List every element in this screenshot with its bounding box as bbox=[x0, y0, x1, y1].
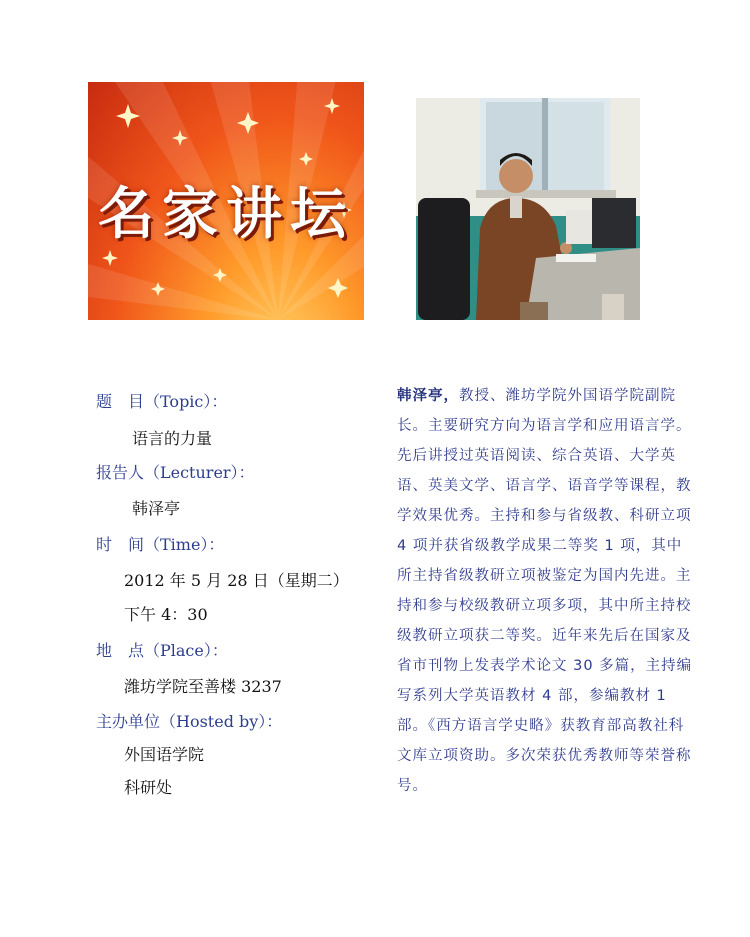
topic-label: 题 目（Topic）： bbox=[96, 392, 228, 411]
place-value: 潍坊学院至善楼 3237 bbox=[124, 677, 282, 696]
bio-name: 韩泽亭， bbox=[397, 388, 459, 404]
time-label: 时 间（Time）： bbox=[96, 535, 225, 554]
lecture-banner bbox=[88, 82, 364, 320]
lecturer-bio bbox=[397, 381, 697, 801]
lecturer-photo bbox=[416, 98, 640, 320]
bio-text: 教授、潍坊学院外国语学院副院长。主要研究方向为语言学和应用语言学。先后讲授过英语阅读、综合英语、大学英语、英美文学、语言学、语音学等课程，教学效果优秀。主持和参与省级教、科研立项 4 项并获省级教学成果二等奖 1 项，其中所主持省级教研立项被鉴定为国内先进。主持和参与校级教研立项多项，其中所主持校级教研立项获二等奖。近年来先后在国家及省市刊物上发表学术论文 30 多篇，主持编写系列大学英语教材 4 部，参编教材 1 部。《西方语言学史略》获教育部高教社科文库立项资助。多次荣获优秀教师等荣誉称号。 bbox=[397, 388, 693, 794]
time-hour: 下午 4：30 bbox=[124, 605, 208, 624]
portrait-image bbox=[416, 98, 640, 320]
host-org1: 外国语学院 bbox=[124, 745, 205, 764]
host-org2: 科研处 bbox=[124, 778, 173, 797]
lecturer-value: 韩泽亭 bbox=[132, 499, 181, 518]
place-label: 地 点（Place）： bbox=[96, 641, 228, 660]
host-label: 主办单位（Hosted by）： bbox=[96, 712, 283, 731]
lecturer-label: 报告人（Lecturer）： bbox=[96, 463, 255, 482]
topic-value: 语言的力量 bbox=[132, 429, 213, 448]
time-date: 2012 年 5 月 28 日（星期二） bbox=[124, 571, 349, 590]
banner-title: 名家讲坛 bbox=[98, 181, 354, 247]
